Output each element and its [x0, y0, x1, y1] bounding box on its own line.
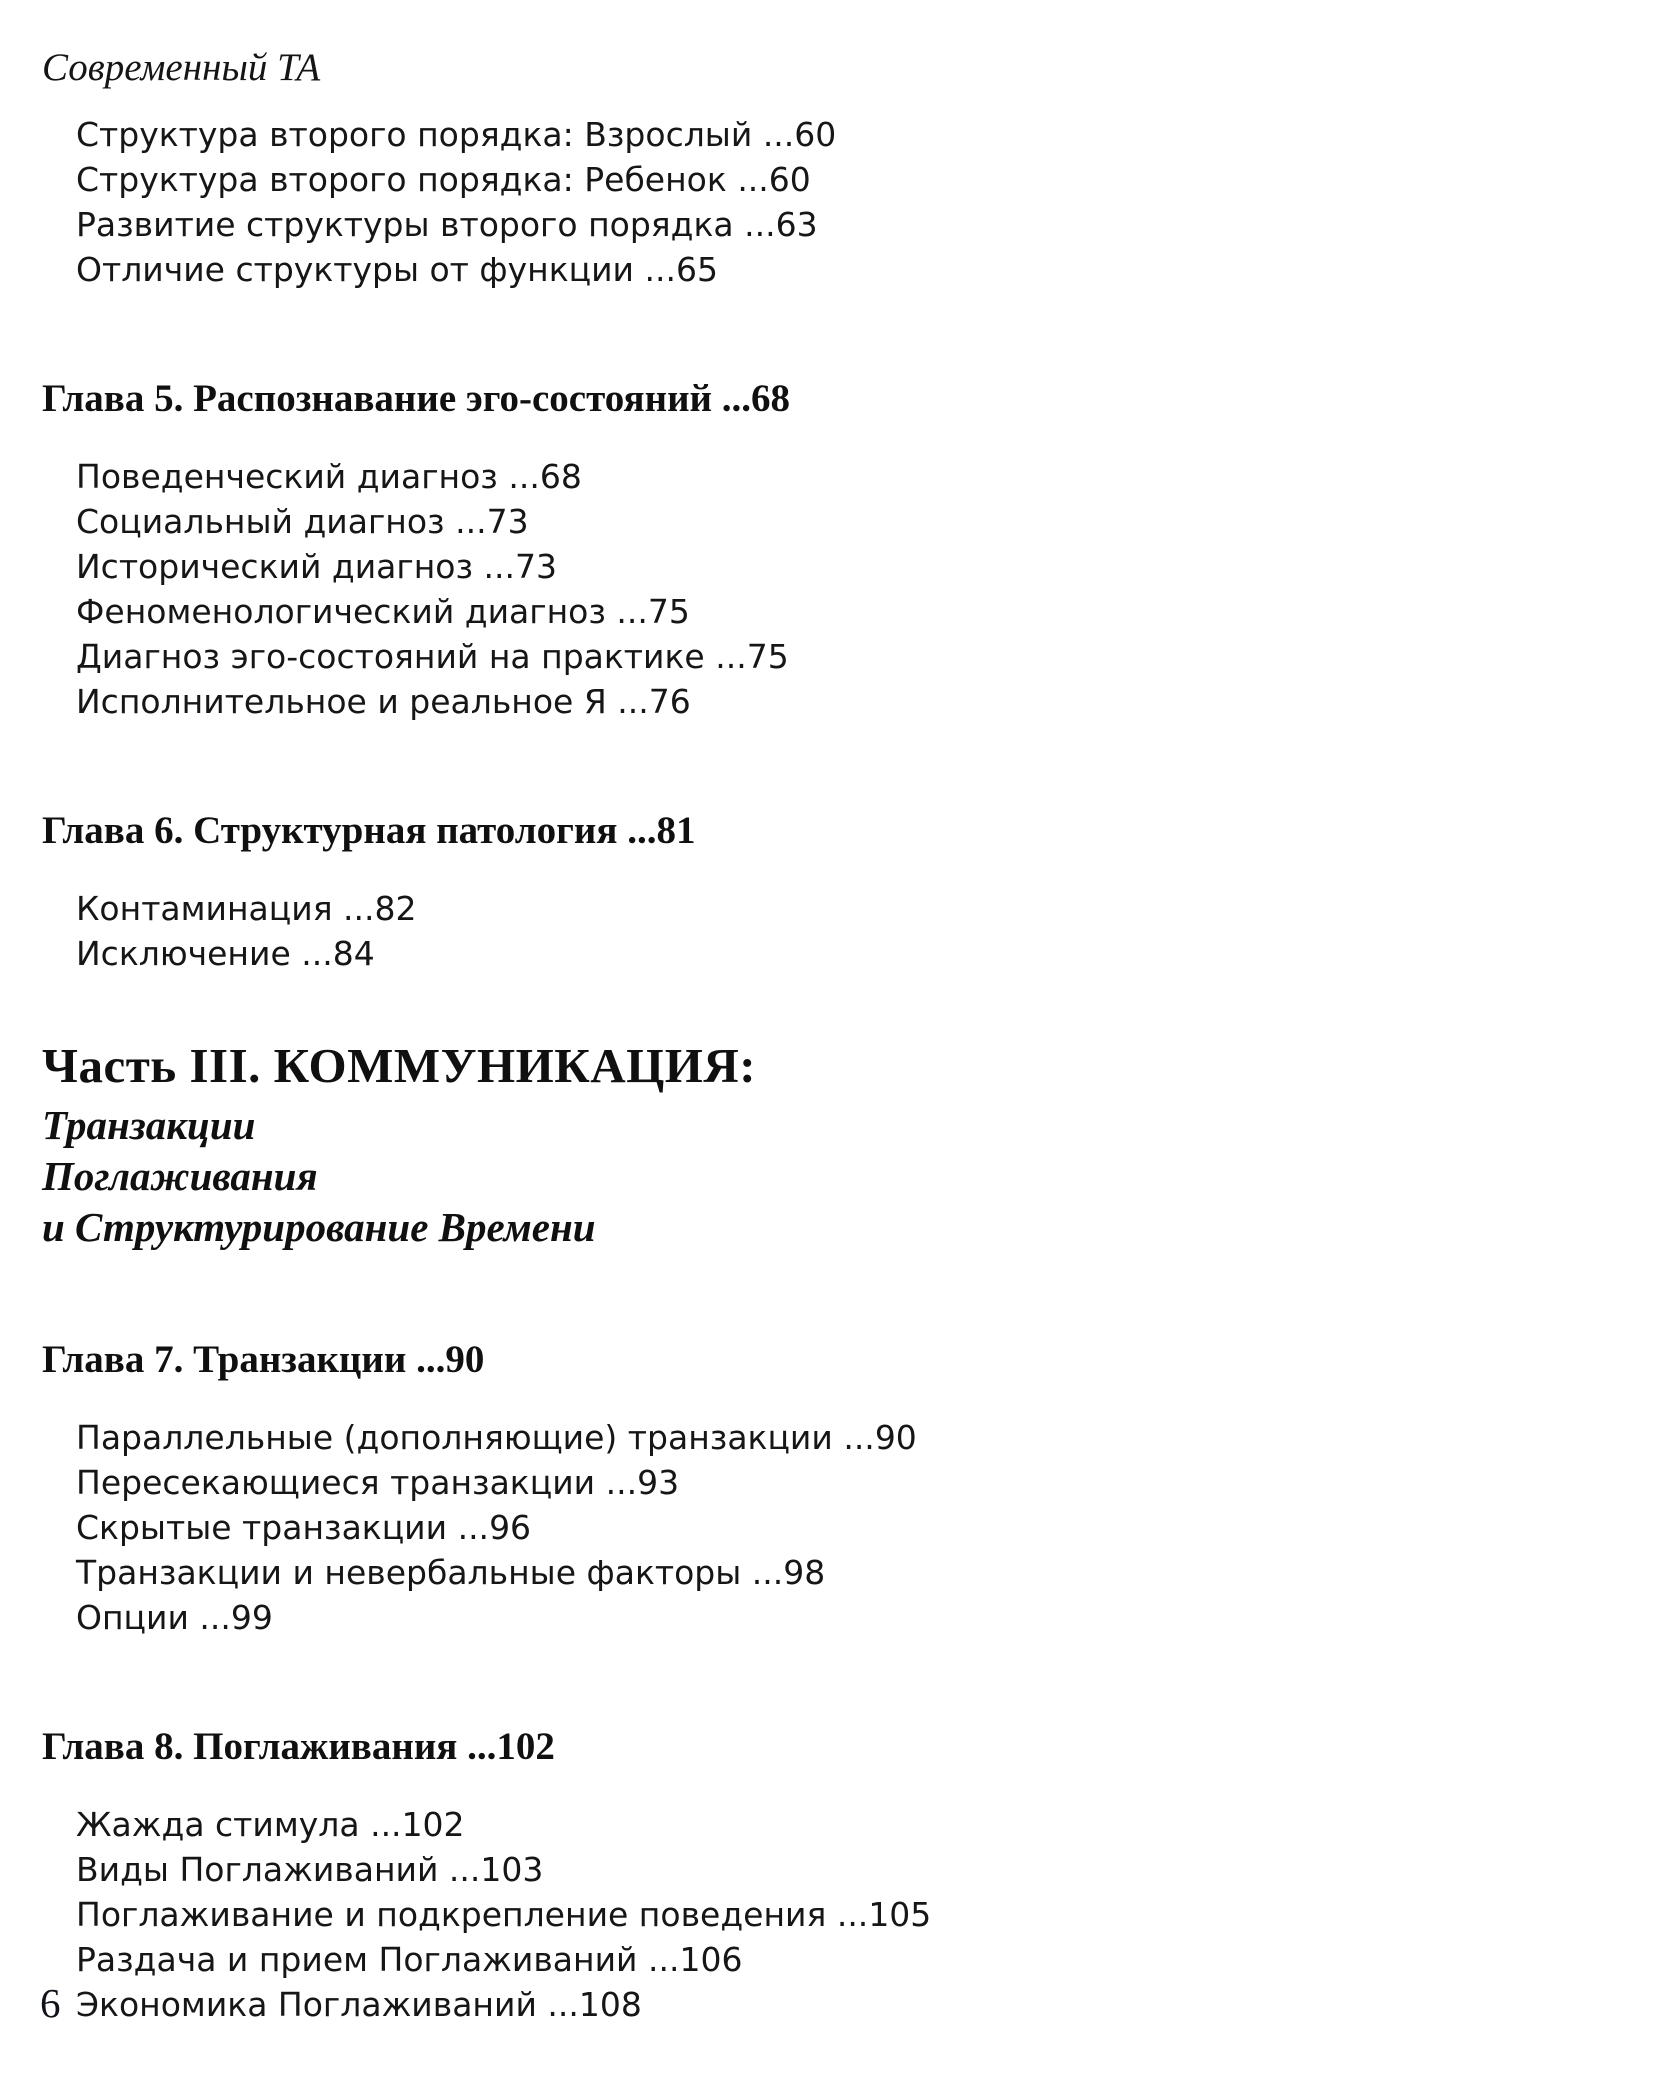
toc-entry-label: Исполнительное и реальное Я — [76, 682, 607, 721]
toc-entry-page: 75 — [647, 592, 690, 631]
toc-entry-page: 98 — [783, 1553, 826, 1592]
toc-entry-label: Транзакции и невербальные факторы — [76, 1553, 742, 1592]
toc-entry-label: Пересекающиеся транзакции — [76, 1463, 596, 1502]
toc-entry-label: Поведенческий диагноз — [76, 457, 498, 496]
toc-entry-dots: ... — [647, 1940, 680, 1979]
toc-entry-dots: ... — [199, 1598, 231, 1637]
toc-entry-label: Исторический диагноз — [76, 547, 474, 586]
toc-entry-label: Виды Поглаживаний — [76, 1850, 439, 1889]
chapter-title: Глава 6. Структурная патология — [42, 809, 618, 852]
toc-entry-page: 82 — [374, 889, 417, 928]
toc-entry-dots: ... — [455, 502, 487, 541]
toc-entry-label: Жажда стимула — [76, 1805, 360, 1844]
toc-entry-label: Отличие структуры от функции — [76, 250, 635, 289]
toc-entry — [76, 1937, 1614, 1982]
toc-entry-page: 105 — [868, 1895, 932, 1934]
chapter-page: 81 — [656, 809, 696, 852]
toc-entry-label: Параллельные (дополняющие) транзакции — [76, 1418, 833, 1457]
toc-entry-page: 99 — [230, 1598, 273, 1637]
toc-group — [76, 1802, 1614, 2027]
toc-group — [76, 112, 1614, 292]
part-title: Часть III. КОММУНИКАЦИЯ: — [42, 1038, 757, 1093]
chapter-page: 90 — [445, 1338, 485, 1381]
toc-entry-dots: ... — [617, 682, 649, 721]
chapter-title: Глава 8. Поглаживания — [42, 1725, 458, 1768]
toc-entry-page: 60 — [768, 160, 811, 199]
toc-entry-page: 84 — [332, 934, 375, 973]
chapter-heading-5 — [42, 376, 1614, 422]
toc-entry — [76, 1550, 1614, 1595]
toc-group — [76, 1415, 1614, 1640]
toc-entry — [76, 1595, 1614, 1640]
toc-entry-page: 76 — [648, 682, 691, 721]
chapter-dots: ... — [467, 1725, 497, 1768]
toc-entry-dots: ... — [605, 1463, 638, 1502]
toc-entry-page: 68 — [539, 457, 582, 496]
part-subtitle-line: и Структурирование Времени — [42, 1204, 596, 1250]
toc-entry-label: Феноменологический диагноз — [76, 592, 606, 631]
toc-entry-page: 60 — [794, 115, 837, 154]
chapter-page: 102 — [496, 1725, 555, 1768]
toc-entry-page: 96 — [489, 1508, 532, 1547]
toc-entry-label: Исключение — [76, 934, 291, 973]
toc-entry-dots: ... — [343, 889, 375, 928]
toc-entry-label: Развитие структуры второго порядка — [76, 205, 734, 244]
toc-group — [76, 454, 1614, 724]
part-heading — [42, 1038, 1614, 1253]
toc-entry-label: Экономика Поглаживаний — [76, 1985, 537, 2024]
toc-entry — [76, 202, 1614, 247]
chapter-heading-7 — [42, 1337, 1614, 1383]
chapter-heading-6 — [42, 808, 1614, 854]
toc-entry-dots: ... — [762, 115, 795, 154]
toc-entry — [76, 1415, 1614, 1460]
toc-entry-page: 65 — [676, 250, 718, 289]
toc-entry-dots: ... — [483, 547, 516, 586]
toc-entry-label: Структура второго порядка: Ребенок — [76, 160, 727, 199]
toc-entry-page: 108 — [578, 1985, 642, 2024]
toc-entry-label: Раздача и прием Поглаживаний — [76, 1940, 638, 1979]
toc-entry-page: 73 — [486, 502, 529, 541]
toc-entry-dots: ... — [751, 1553, 784, 1592]
toc-entry — [76, 634, 1614, 679]
toc-entry-page: 103 — [480, 1850, 544, 1889]
toc-entry — [76, 544, 1614, 589]
toc-entry-page: 90 — [874, 1418, 917, 1457]
chapter-title: Глава 7. Транзакции — [42, 1338, 407, 1381]
toc-entry — [76, 886, 1614, 931]
toc-group — [76, 886, 1614, 976]
toc-entry — [76, 589, 1614, 634]
toc-entry-dots: ... — [547, 1985, 579, 2024]
toc-entry-page: 75 — [746, 637, 789, 676]
toc-entry-dots: ... — [744, 205, 776, 244]
toc-entry — [76, 1460, 1614, 1505]
toc-entry-dots: ... — [370, 1805, 402, 1844]
toc-entry-label: Скрытые транзакции — [76, 1508, 448, 1547]
toc-entry-label: Контаминация — [76, 889, 333, 928]
toc-entry-dots: ... — [301, 934, 333, 973]
toc-entry — [76, 679, 1614, 724]
toc-entry-label: Структура второго порядка: Взрослый — [76, 115, 753, 154]
toc-entry-label: Диагноз эго-состояний на практике — [76, 637, 705, 676]
toc-entry-dots: ... — [644, 250, 676, 289]
toc-entry-dots: ... — [836, 1895, 869, 1934]
toc-entry — [76, 1892, 1614, 1937]
toc-entry-dots: ... — [448, 1850, 481, 1889]
toc-entry-dots: ... — [508, 457, 540, 496]
toc-entry-dots: ... — [616, 592, 648, 631]
chapter-dots: ... — [416, 1338, 446, 1381]
toc-entry-dots: ... — [715, 637, 747, 676]
toc-entry — [76, 247, 1614, 292]
toc-entry — [76, 499, 1614, 544]
toc-entry — [76, 1505, 1614, 1550]
toc-entry-page: 93 — [637, 1463, 680, 1502]
toc-entry — [76, 157, 1614, 202]
toc-entry-page: 73 — [515, 547, 558, 586]
chapter-title: Глава 5. Распознавание эго-состояний — [42, 377, 713, 420]
toc-entry-dots: ... — [737, 160, 769, 199]
toc-entry — [76, 1847, 1614, 1892]
toc-entry-label: Социальный диагноз — [76, 502, 445, 541]
toc-entry — [76, 454, 1614, 499]
page-number: 6 — [40, 1980, 61, 2026]
toc-entry-dots: ... — [457, 1508, 490, 1547]
part-subtitle-line: Транзакции — [42, 1102, 256, 1148]
toc-entry-dots: ... — [843, 1418, 875, 1457]
toc-entry-page: 102 — [401, 1805, 465, 1844]
toc-entry-page: 106 — [679, 1940, 743, 1979]
chapter-heading-8 — [42, 1724, 1614, 1770]
toc-entry — [76, 1982, 1614, 2027]
chapter-dots: ... — [721, 377, 752, 420]
toc-entry — [76, 931, 1614, 976]
chapter-page: 68 — [751, 377, 791, 420]
chapter-dots: ... — [627, 809, 657, 852]
running-header: Современный ТА — [42, 46, 321, 89]
toc-entry-label: Поглаживание и подкрепление поведения — [76, 1895, 827, 1934]
toc-entry-page: 63 — [775, 205, 818, 244]
toc-entry — [76, 1802, 1614, 1847]
part-subtitle-line: Поглаживания — [42, 1153, 318, 1199]
toc-entry-label: Опции — [76, 1598, 189, 1637]
toc-entry — [76, 112, 1614, 157]
